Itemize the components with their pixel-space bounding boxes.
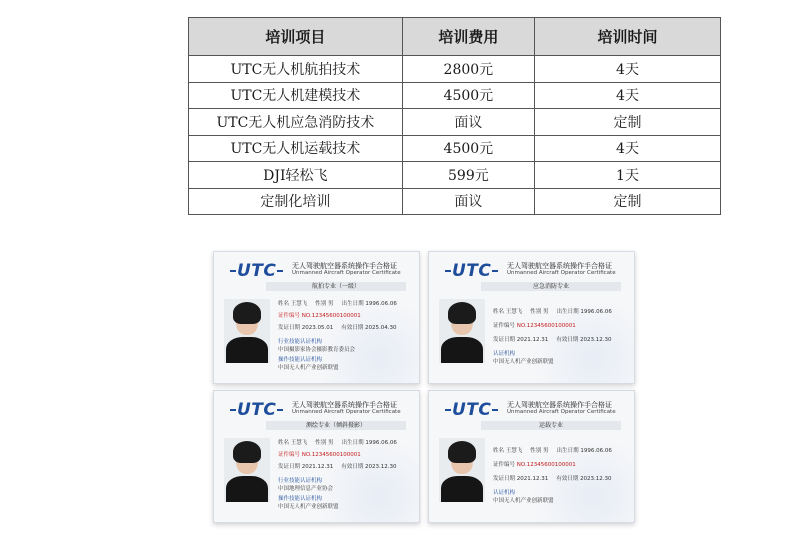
table-row [189,109,721,136]
cell-fee: 2800元 [402,56,534,83]
certificate-title-en: Unmanned Aircraft Operator Certificate [507,409,616,415]
validity-line: 发证日期 2023.05.01 有效日期 2025.04.30 [278,325,397,331]
cell-duration: 定制 [535,188,721,215]
certificate-title-en: Unmanned Aircraft Operator Certificate [292,270,401,276]
validity-line: 发证日期 2021.12.31 有效日期 2023.12.30 [493,476,612,482]
certificate-title-en: Unmanned Aircraft Operator Certificate [507,270,616,276]
certificate-number-line: 证件编号 NO.12345600100001 [493,462,576,468]
cell-fee: 4500元 [402,82,534,109]
certificate-title-cn: 无人驾驶航空器系统操作手合格证 [507,262,612,270]
cell-fee: 面议 [402,109,534,136]
table-row [189,56,721,83]
cell-duration: 4天 [535,135,721,162]
cell-project: DJI轻松飞 [189,162,403,189]
org1-label: 认证机构 [493,490,516,496]
holder-identity-line: 姓名 王慧飞 性别 男 出生日期 1996.06.06 [493,448,612,454]
org2-name: 中国无人机产业创新联盟 [278,504,339,510]
column-header-fee: 培训费用 [402,18,534,56]
holder-photo [224,438,270,502]
card-background-wave [524,442,635,523]
specialty-label: 应急消防专业 [481,282,621,291]
specialty-label: 航拍专业（一级） [266,282,406,291]
table-row [189,135,721,162]
certificate-title-en: Unmanned Aircraft Operator Certificate [292,409,401,415]
utc-logo: UTC [229,400,284,420]
org1-label: 行业技能认证机构 [278,478,323,484]
cell-duration: 1天 [535,162,721,189]
certificate-card-mapping [213,390,420,523]
specialty-label: 测绘专业（倾斜摄影） [266,421,406,430]
certificate-card-transport [428,390,635,523]
cell-fee: 599元 [402,162,534,189]
cell-project: 定制化培训 [189,188,403,215]
validity-line: 发证日期 2021.12.31 有效日期 2023.12.30 [278,464,397,470]
certificate-number-line: 证件编号 NO.12345600100001 [278,452,361,458]
cell-project: UTC无人机应急消防技术 [189,109,403,136]
utc-logo: UTC [229,261,284,281]
org2-name: 中国无人机产业创新联盟 [278,365,339,371]
utc-logo: UTC [444,261,499,281]
certificate-number-line: 证件编号 NO.12345600100001 [278,313,361,319]
table-row [189,188,721,215]
holder-identity-line: 姓名 王慧飞 性别 男 出生日期 1996.06.06 [278,440,397,446]
validity-line: 发证日期 2021.12.31 有效日期 2023.12.30 [493,337,612,343]
cell-duration: 4天 [535,56,721,83]
certificate-number-line: 证件编号 NO.12345600100001 [493,323,576,329]
holder-identity-line: 姓名 王慧飞 性别 男 出生日期 1996.06.06 [493,309,612,315]
org1-label: 认证机构 [493,351,516,357]
cell-duration: 4天 [535,82,721,109]
cell-duration: 定制 [535,109,721,136]
certificate-title-cn: 无人驾驶航空器系统操作手合格证 [292,401,397,409]
cell-project: UTC无人机航拍技术 [189,56,403,83]
card-background-wave [524,303,635,384]
org1-name: 中国地理信息产业协会 [278,486,334,492]
utc-logo: UTC [444,400,499,420]
cell-fee: 面议 [402,188,534,215]
training-pricing-table [188,17,721,215]
column-header-project: 培训项目 [189,18,403,56]
holder-identity-line: 姓名 王慧飞 性别 男 出生日期 1996.06.06 [278,301,397,307]
certificate-title-cn: 无人驾驶航空器系统操作手合格证 [507,401,612,409]
table-row [189,82,721,109]
cell-fee: 4500元 [402,135,534,162]
holder-photo [439,299,485,363]
column-header-duration: 培训时间 [535,18,721,56]
org1-name: 中国无人机产业创新联盟 [493,498,554,504]
org2-label: 操作技能认证机构 [278,496,323,502]
certificate-card-aerial [213,251,420,384]
certificate-title-cn: 无人驾驶航空器系统操作手合格证 [292,262,397,270]
table-row [189,162,721,189]
cell-project: UTC无人机建模技术 [189,82,403,109]
table-header-row [189,18,721,56]
org1-name: 中国无人机产业创新联盟 [493,359,554,365]
cell-project: UTC无人机运载技术 [189,135,403,162]
org2-label: 操作技能认证机构 [278,357,323,363]
certificate-card-fire [428,251,635,384]
org1-label: 行业技能认证机构 [278,339,323,345]
org1-name: 中国摄影家协会摄影教育委员会 [278,347,356,353]
holder-photo [224,299,270,363]
holder-photo [439,438,485,502]
specialty-label: 运载专业 [481,421,621,430]
